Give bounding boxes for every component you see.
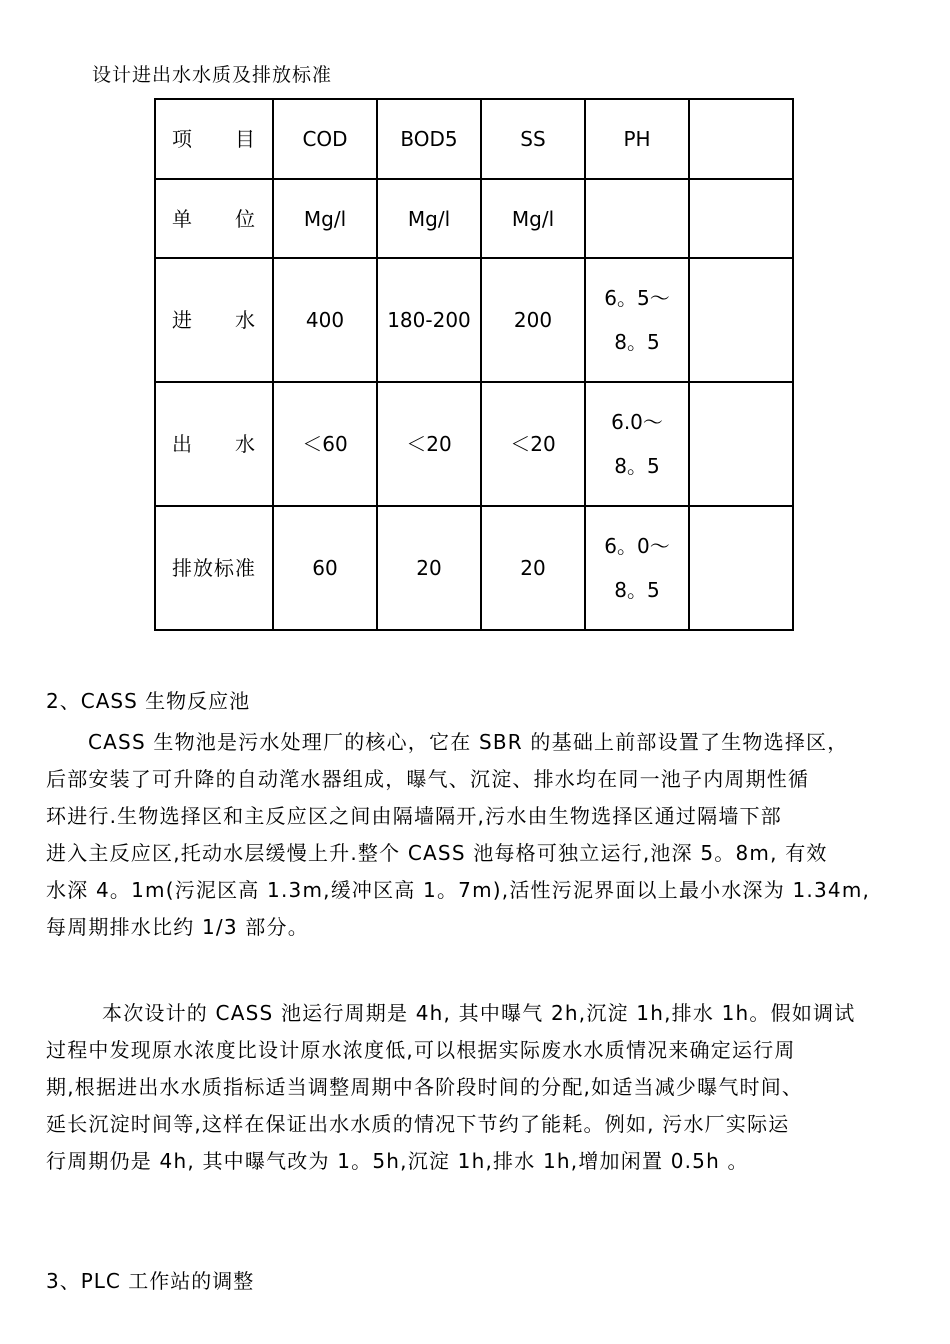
table-cell: ＜60: [273, 382, 377, 506]
table-cell-ph: [585, 382, 689, 506]
table-cell: [689, 382, 793, 506]
table-cell: 400: [273, 258, 377, 382]
table-cell-ph: [585, 506, 689, 630]
table-cell: ＜20: [481, 382, 585, 506]
table-cell: 20: [481, 506, 585, 630]
table-row: [155, 382, 793, 506]
table-cell: 20: [377, 506, 481, 630]
ph-line: 8。5: [614, 454, 660, 478]
table-cell: 180-200: [377, 258, 481, 382]
section-3-title: 3、PLC 工作站的调整: [46, 1269, 255, 1293]
table-cell: COD: [273, 99, 377, 179]
table-cell-ph: [585, 258, 689, 382]
paragraph-2: [46, 995, 916, 1180]
table-cell: Mg/l: [481, 179, 585, 258]
table-cell: Mg/l: [273, 179, 377, 258]
table-cell: [689, 258, 793, 382]
table-cell: 项 目: [155, 99, 273, 179]
table-cell: [585, 179, 689, 258]
table-cell: 出 水: [155, 382, 273, 506]
ph-line: 6。0～: [604, 534, 670, 558]
paragraph-line: 过程中发现原水浓度比设计原水浓度低,可以根据实际废水水质情况来确定运行周: [46, 1038, 796, 1062]
paragraph-line: CASS 生物池是污水处理厂的核心，它在 SBR 的基础上前部设置了生物选择区，: [88, 730, 849, 754]
table-cell: BOD5: [377, 99, 481, 179]
table-cell: [689, 506, 793, 630]
water-quality-table: [154, 98, 794, 631]
paragraph-line: 本次设计的 CASS 池运行周期是 4h, 其中曝气 2h,沉淀 1h,排水 1h。假如调试: [102, 1001, 856, 1025]
table-cell: 进 水: [155, 258, 273, 382]
paragraph-1: [46, 724, 916, 946]
paragraph-line: 进入主反应区,托动水层缓慢上升.整个 CASS 池每格可独立运行,池深 5。8m, 有效: [46, 841, 828, 865]
table-cell: PH: [585, 99, 689, 179]
table-cell: ＜20: [377, 382, 481, 506]
table-cell: 单 位: [155, 179, 273, 258]
table-cell: 200: [481, 258, 585, 382]
table-caption: 设计进出水水质及排放标准: [92, 64, 333, 86]
table-cell: [689, 179, 793, 258]
ph-line: 8。5: [614, 578, 660, 602]
paragraph-line: 延长沉淀时间等,这样在保证出水水质的情况下节约了能耗。例如, 污水厂实际运: [46, 1112, 790, 1136]
table-row: [155, 506, 793, 630]
section-2-title: 2、CASS 生物反应池: [46, 689, 251, 713]
ph-line: 8。5: [614, 330, 660, 354]
paragraph-line: 环进行.生物选择区和主反应区之间由隔墙隔开,污水由生物选择区通过隔墙下部: [46, 804, 782, 828]
paragraph-line: 每周期排水比约 1/3 部分。: [46, 915, 309, 939]
paragraph-line: 后部安装了可升降的自动滗水器组成，曝气、沉淀、排水均在同一池子内周期性循: [46, 767, 810, 791]
table-cell: SS: [481, 99, 585, 179]
ph-line: 6。5～: [604, 286, 670, 310]
table-cell: Mg/l: [377, 179, 481, 258]
paragraph-line: 行周期仍是 4h, 其中曝气改为 1。5h,沉淀 1h,排水 1h,增加闲置 0.5h 。: [46, 1149, 749, 1173]
table-cell: 60: [273, 506, 377, 630]
paragraph-line: 水深 4。1m(污泥区高 1.3m,缓冲区高 1。7m),活性污泥界面以上最小水深为 1.34m,: [46, 878, 871, 902]
table-row: [155, 99, 793, 179]
table-row: [155, 258, 793, 382]
paragraph-line: 期,根据进出水水质指标适当调整周期中各阶段时间的分配,如适当减少曝气时间、: [46, 1075, 804, 1099]
ph-line: 6.0～: [611, 410, 663, 434]
table-cell: 排放标准: [155, 506, 273, 630]
table-cell: [689, 99, 793, 179]
table-row: [155, 179, 793, 258]
